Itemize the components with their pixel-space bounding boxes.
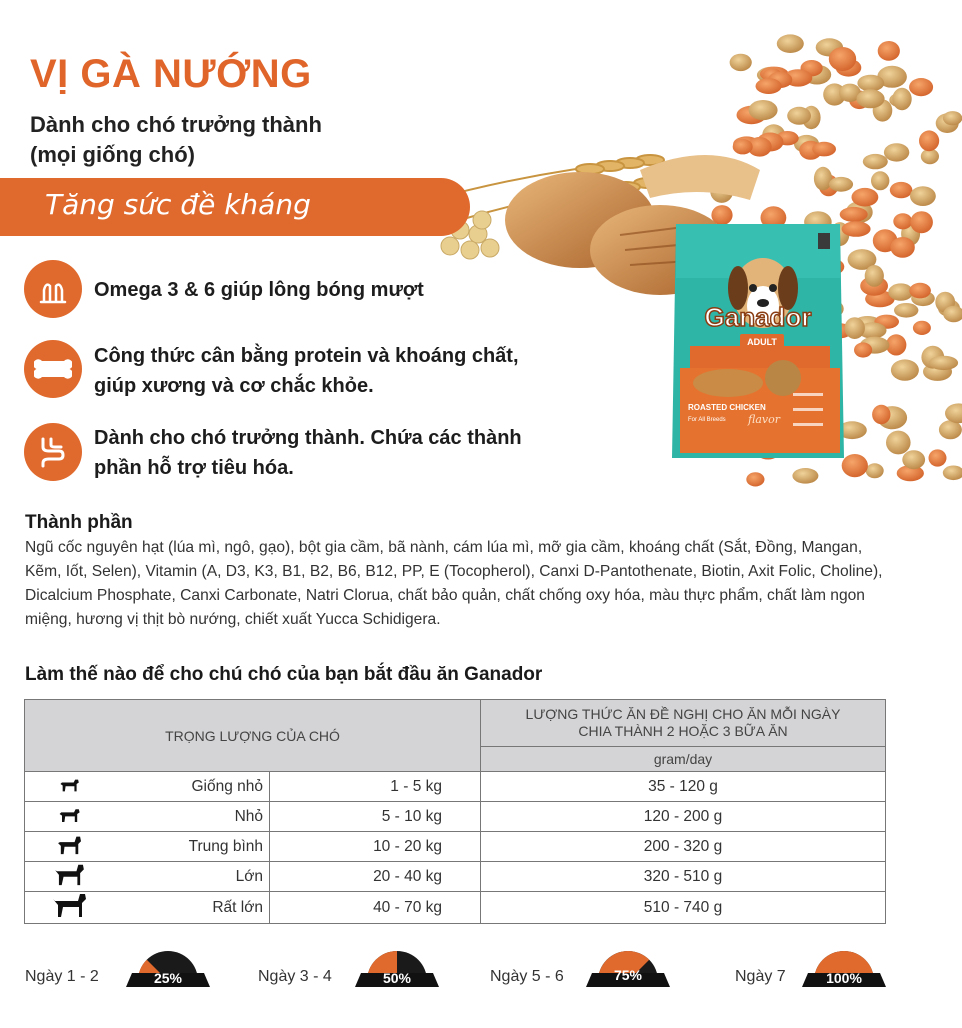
product-title: VỊ GÀ NƯỚNG (30, 52, 312, 96)
feature-2-line-2: giúp xương và cơ chắc khỏe. (94, 375, 374, 397)
feature-3-line-1: Dành cho chó trưởng thành. Chứa các thành (94, 427, 522, 449)
benefit-banner-text: Tăng sức đề kháng (45, 188, 311, 221)
kibble (894, 303, 918, 318)
table-row (25, 772, 886, 802)
size-cell: Nhỏ (115, 802, 270, 832)
kibble (777, 34, 804, 53)
kibble (829, 47, 856, 71)
feeding-guide-title: Làm thế nào để cho chú chó của bạn bắt đầu ăn Ganador (25, 664, 543, 685)
transition-percent-3: 75% (613, 967, 643, 983)
dog-icon (25, 772, 116, 802)
product-bag (668, 218, 848, 463)
table-row (25, 802, 886, 832)
table-row (25, 892, 886, 924)
kibble (812, 142, 836, 157)
kibble (854, 342, 872, 357)
bag-variant: ADULT (747, 337, 777, 347)
kibble (871, 171, 889, 190)
amount-cell: 200 - 320 g (481, 832, 886, 862)
table-row (25, 832, 886, 862)
kibble (878, 41, 900, 61)
feature-2 (94, 341, 519, 401)
bag-flavor-script: flavor (748, 413, 780, 426)
size-cell: Giống nhỏ (115, 772, 270, 802)
weight-cell: 20 - 40 kg (270, 862, 481, 892)
kibble (730, 54, 752, 71)
dog-icon (25, 802, 116, 832)
transition-percent-2: 50% (382, 970, 412, 986)
kibble (919, 130, 939, 151)
kibble (884, 143, 909, 161)
kibble (890, 237, 914, 258)
fur-icon (24, 260, 82, 318)
weight-cell: 1 - 5 kg (270, 772, 481, 802)
product-subtitle (30, 110, 322, 170)
kibble (910, 211, 933, 233)
kibble (829, 177, 853, 192)
weight-cell: 5 - 10 kg (270, 802, 481, 832)
kibble (890, 182, 913, 198)
transition-day-2: Ngày 3 - 4 (258, 968, 332, 985)
kibble (929, 449, 947, 466)
kibble (893, 213, 912, 229)
kibble (852, 188, 879, 207)
kibble (856, 89, 884, 108)
kibble (792, 468, 818, 484)
kibble (746, 472, 764, 486)
transition-percent-4: 100% (826, 970, 862, 986)
col-header-amount (481, 700, 886, 747)
bag-sub: For All Breeds (688, 417, 726, 423)
size-cell: Trung bình (115, 832, 270, 862)
amount-cell: 35 - 120 g (481, 772, 886, 802)
kibble (863, 154, 888, 169)
bag-brand: Ganador (704, 302, 812, 332)
kibble (857, 75, 884, 92)
feature-2-line-1: Công thức cân bằng protein và khoáng chất, (94, 345, 519, 367)
col-header-amount-line-2: CHIA THÀNH 2 HOẶC 3 BỮA ĂN (578, 723, 788, 739)
amount-cell: 320 - 510 g (481, 862, 886, 892)
feature-3 (94, 423, 522, 483)
dog-icon (25, 892, 116, 924)
table-row (25, 862, 886, 892)
kibble (892, 88, 911, 110)
kibble (910, 186, 936, 206)
kibble (866, 463, 884, 478)
col-header-weight: TRỌNG LƯỢNG CỦA CHÓ (25, 700, 481, 772)
col-header-amount-line-1: LƯỢNG THỨC ĂN ĐỀ NGHỊ CHO ĂN MỖI NGÀY (525, 706, 841, 722)
kibble (943, 111, 962, 125)
transition-percent-1: 25% (153, 970, 183, 986)
bone-icon (24, 340, 82, 398)
intestine-icon (24, 423, 82, 481)
kibble (909, 78, 933, 96)
ingredients-title: Thành phần (25, 512, 133, 533)
weight-cell: 40 - 70 kg (270, 892, 481, 924)
size-cell: Rất lớn (115, 892, 270, 924)
feature-1-line-1: Omega 3 & 6 giúp lông bóng mượt (94, 279, 424, 301)
transition-day-3: Ngày 5 - 6 (490, 968, 564, 985)
amount-cell: 120 - 200 g (481, 802, 886, 832)
size-cell: Lớn (115, 862, 270, 892)
feature-1 (94, 275, 424, 305)
dog-icon (25, 862, 116, 892)
amount-cell: 510 - 740 g (481, 892, 886, 924)
transition-day-1: Ngày 1 - 2 (25, 968, 99, 985)
subtitle-line-1: Dành cho chó trưởng thành (30, 112, 322, 137)
transition-day-4: Ngày 7 (735, 968, 786, 985)
bag-flavor: ROASTED CHICKEN (688, 403, 766, 412)
kibble (943, 466, 962, 481)
feeding-table (24, 699, 886, 924)
subtitle-line-2: (mọi giống chó) (30, 142, 195, 167)
kibble (909, 283, 931, 299)
feature-3-line-2: phần hỗ trợ tiêu hóa. (94, 457, 294, 479)
col-header-unit: gram/day (481, 747, 886, 772)
dog-icon (25, 832, 116, 862)
kibble (787, 107, 811, 125)
kibble (945, 403, 962, 423)
kibble (891, 359, 919, 380)
kibble (902, 450, 925, 469)
ingredients-text: Ngũ cốc nguyên hạt (lúa mì, ngô, gạo), bột gia cầm, bã nành, cám lúa mì, mỡ gia cầm, khoáng chất (Sắt, Đồng, Mangan, Kẽm, Iốt, Selen), Vitamin (A, D3, K3, B1, B2, B6, B12, PP, E (Tocopherol), Canxi D-Pantothenate, Biotin, Axit Folic, Choline), Dicalcium Phosphate, Canxi Carbonate, Natri Clorua, chất bảo quản, chất chống oxy hóa, màu thực phẩm, chất làm ngon miệng, hương vị thịt bò nướng, chiết xuất Yucca Schidigera. (25, 539, 883, 628)
weight-cell: 10 - 20 kg (270, 832, 481, 862)
kibble (865, 265, 884, 287)
kibble (872, 405, 890, 424)
kibble (749, 100, 778, 120)
kibble (814, 167, 832, 191)
kibble (886, 431, 911, 455)
kibble (913, 321, 931, 335)
kibble (756, 78, 782, 94)
kibble (929, 356, 958, 370)
kibble (733, 139, 753, 154)
